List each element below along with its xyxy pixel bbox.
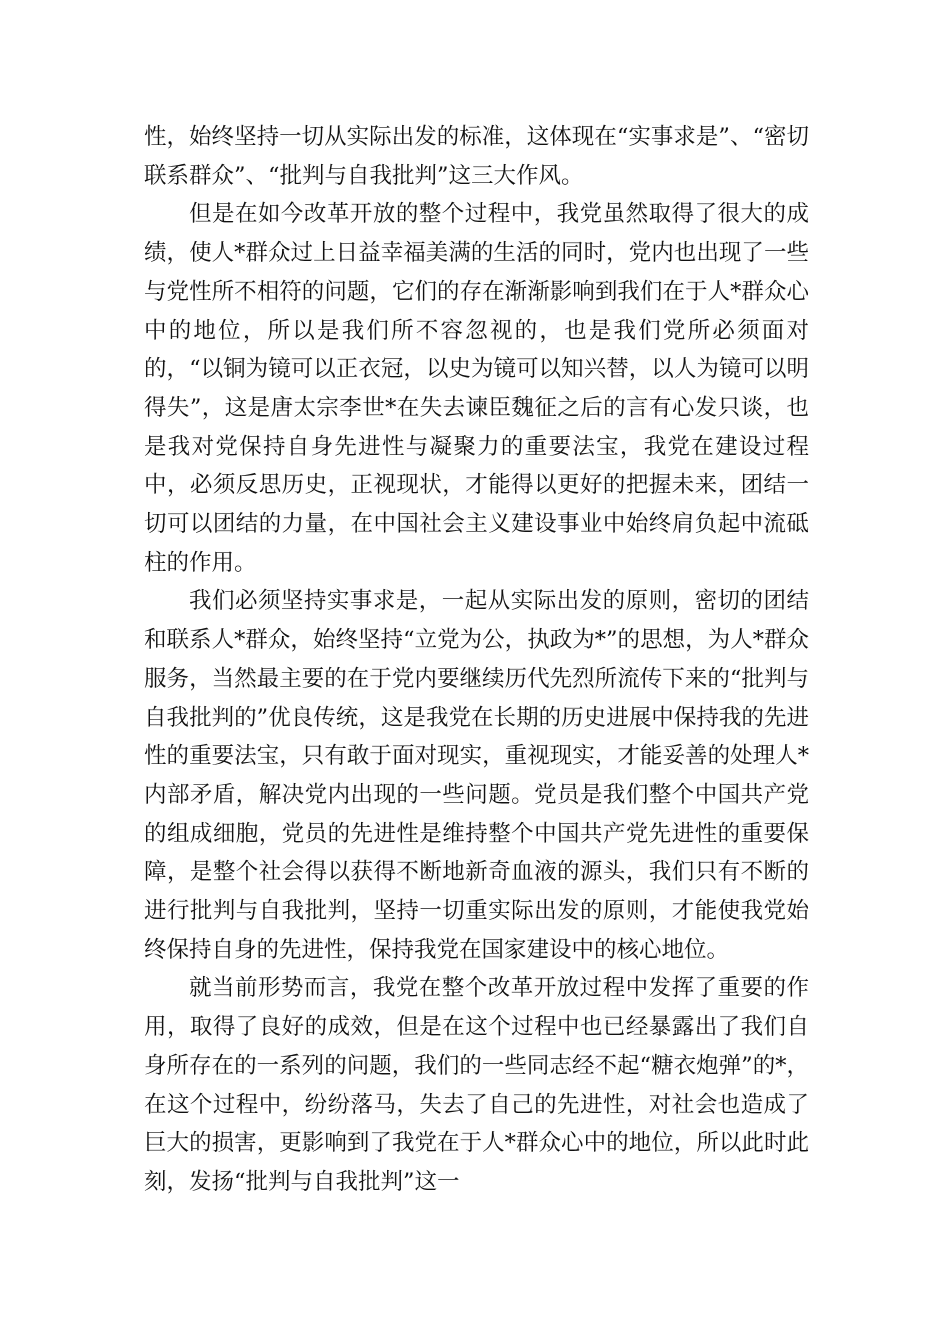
paragraph-reform-issues: 但是在如今改革开放的整个过程中，我党虽然取得了很大的成绩，使人*群众过上日益幸福美满的生活的同时，党内也出现了一些与党性所不相符的问题，它们的存在渐渐影响到我们在于人*群众心中的地位，所以是我们所不容忽视的，也是我们党所必须面对的，“以铜为镜可以正衣冠，以史为镜可以知兴替，以人为镜可以明得失”，这是唐太宗李世*在失去谏臣魏征之后的言有心发只谈，也是我对党保持自身先进性与凝聚力的重要法宝，我党在建设过程中，必须反思历史，正视现状，才能得以更好的把握未来，团结一切可以团结的力量，在中国社会主义建设事业中始终肩负起中流砥柱的作用。 [144,201,809,576]
document-body [144,118,809,1202]
paragraph-seek-truth: 我们必须坚持实事求是，一起从实际出发的原则，密切的团结和联系人*群众，始终坚持“立党为公，执政为*”的思想，为人*群众服务，当然最主要的在于党内要继续历代先烈所流传下来的“批判与自我批判的”优良传统，这是我党在长期的历史进展中保持我的先进性的重要法宝，只有敢于面对现实，重视现实，才能妥善的处理人*内部矛盾，解决党内出现的一些问题。党员是我们整个中国共产党的组成细胞，党员的先进性是维持整个中国共产党先进性的重要保障，是整个社会得以获得不断地新奇血液的源头，我们只有不断的进行批判与自我批判，坚持一切重实际出发的原则，才能使我党始终保持自身的先进性，保持我党在国家建设中的核心地位。 [144,588,809,963]
paragraph-current-situation: 就当前形势而言，我党在整个改革开放过程中发挥了重要的作用，取得了良好的成效，但是在这个过程中也已经暴露出了我们自身所存在的一系列的问题，我们的一些同志经不起“糖衣炮弹”的*，在这个过程中，纷纷落马，失去了自己的先进性，对社会也造成了巨大的损害，更影响到了我党在于人*群众心中的地位，所以此时此刻，发扬“批判与自我批判”这一 [144,975,809,1195]
paragraph-continuation: 性，始终坚持一切从实际出发的标准，这体现在“实事求是”、“密切联系群众”、“批判与自我批判”这三大作风。 [144,124,809,189]
